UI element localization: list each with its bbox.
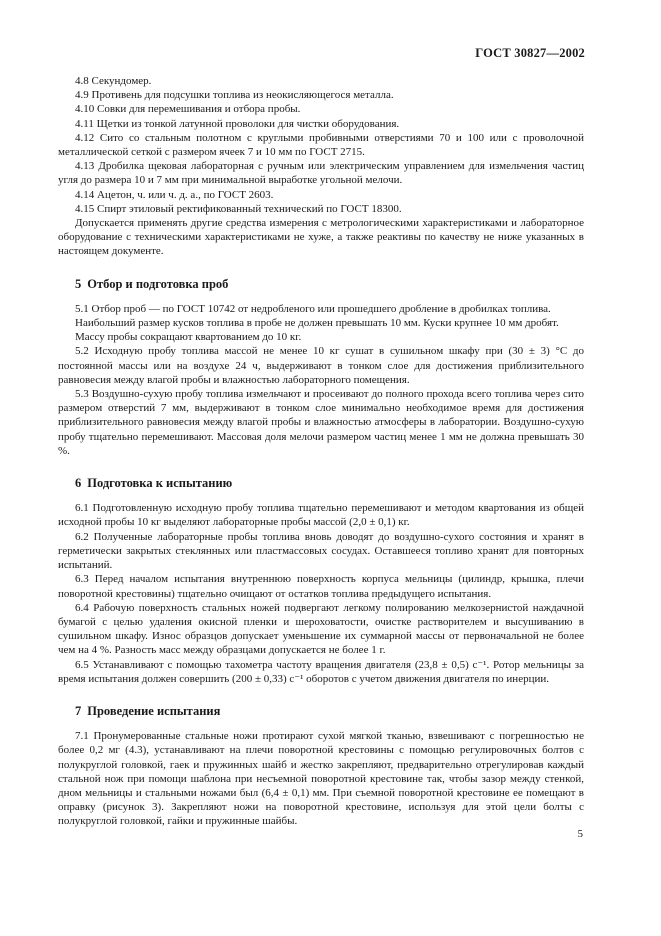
paragraph: 4.9 Противень для подсушки топлива из неокисляющегося металла.: [75, 89, 394, 102]
paragraph: 4.15 Спирт этиловый ректификованный технический по ГОСТ 18300.: [75, 202, 402, 215]
document-body: [58, 74, 584, 829]
paragraph: 4.11 Щетки из тонкой латунной проволоки для чистки оборудования.: [75, 117, 400, 130]
paragraph: 5.1 Отбор проб — по ГОСТ 10742 от недробленого или прошедшего дробление в дробилках топлива.: [75, 302, 551, 315]
paragraph: 5.2 Исходную пробу топлива массой не менее 10 кг сушат в сушильном шкафу при (30 ± 3) °С до постоянной массы или на воздухе 24 ч, выдерживают в тонком слое для достижения приблизительного равновесия между влагой пробы и влажностью лабораторного помещения.: [58, 345, 584, 386]
paragraph: 7.1 Пронумерованные стальные ножи протирают сухой мягкой тканью, взвешивают с погрешностью не более 0,2 мг (4.3), устанавливают на плечи поворотной крестовины с помощью регулировочных болтов с полукруглой головкой, гаек и пружинных шайб и жестко закрепляют, предварительно отрегулировав каждый стальной нож при помощи шаблона при несъемной поворотной крестовине так, чтобы зазор между стенкой, дном мельницы и стальными ножами был (6,4 ± 0,1) мм. При съемной поворотной крестовине ее помещают в оправку (рисунок 3). Закрепляют ножи на поворотной крестовине, используя для этой цели болты с полукруглой головкой, гайки и пружинные шайбы.: [58, 730, 584, 828]
section-number: 5: [75, 276, 82, 291]
paragraph: Массу пробы сокращают квартованием до 10 кг.: [75, 331, 302, 344]
paragraph: 6.3 Перед началом испытания внутреннюю поверхность корпуса мельницы (цилиндр, крышка, плечи поворотной крестовины) тщательно очищают от остатков топлива предыдущего испытания.: [58, 573, 584, 600]
paragraph: Допускается применять другие средства измерения с метрологическими характеристиками и лабораторное оборудование с техническими характеристиками не хуже, а также реактивы по качеству не ниже указанных в настоящем документе.: [58, 217, 584, 258]
paragraph: 6.4 Рабочую поверхность стальных ножей подвергают легкому полированию мелкозернистой наждачной бумагой с целью удаления окисной пленки и шероховатости, очистке растворителем и высушиванию в сушильном шкафу. Износ образцов допускает уменьшение их суммарной массы от первоначальной не более чем на 4 %. Разность масс между образцами допускается не более 1 г.: [58, 601, 584, 657]
section-title: Отбор и подготовка проб: [87, 276, 229, 291]
paragraph: Наибольший размер кусков топлива в пробе не должен превышать 10 мм. Куски крупнее 10 мм дробят.: [75, 317, 559, 330]
section-title: Проведение испытания: [87, 703, 221, 718]
paragraph: 4.10 Совки для перемешивания и отбора пробы.: [75, 103, 301, 116]
page-number: 5: [577, 828, 583, 840]
paragraph: 6.2 Полученные лабораторные пробы топлива вновь доводят до воздушно-сухого состояния и хранят в герметически закрытых стеклянных или пластмассовых сосудах. Оставшееся топливо хранят для повторных испытаний.: [58, 530, 584, 572]
section-title: Подготовка к испытанию: [87, 476, 233, 491]
paragraph: 6.1 Подготовленную исходную пробу топлива тщательно перемешивают и методом квартования из общей исходной пробы 10 кг выделяют лабораторные пробы массой (2,0 ± 0,1) кг.: [58, 502, 584, 529]
section-heading: [75, 704, 584, 718]
section-number: 7: [75, 703, 82, 718]
paragraph: 4.12 Сито со стальным полотном с круглыми пробивными отверстиями 70 и 100 или с проволочной металлической сеткой с размером ячеек 7 и 10 мм по ГОСТ 2715.: [58, 131, 584, 159]
section-heading: [75, 476, 584, 490]
paragraph: 4.13 Дробилка щековая лабораторная с ручным или электрическим управлением для измельчения частиц угля до размера 10 и 7 мм при минимальной выработке угольной мелочи.: [58, 160, 584, 187]
paragraph: 4.14 Ацетон, ч. или ч. д. а., по ГОСТ 2603.: [75, 188, 274, 201]
paragraph: 4.8 Секундомер.: [75, 75, 152, 87]
paragraph: 6.5 Устанавливают с помощью тахометра частоту вращения двигателя (23,8 ± 0,5) с⁻¹. Ротор мельницы за время испытания должен совершить (200 ± 0,33) с⁻¹ оборотов с учетом движения двигателя по инерции.: [58, 658, 584, 685]
paragraph: 5.3 Воздушно-сухую пробу топлива измельчают и просеивают до полного прохода всего топлива через сито размером отверстий 7 мм, выдерживают в тонком слое минимально необходимое время для достижения приблизительного равновесия между влагой пробы и влажностью атмосферы в лаборатории. Воздушно-сухую пробу тщательно перемешивают. Массовая доля мелочи размером частиц менее 1 мм не должна превышать 30 %.: [58, 388, 584, 457]
section-heading: [75, 277, 584, 291]
document-code: ГОСТ 30827—2002: [475, 46, 585, 60]
section-number: 6: [75, 476, 82, 491]
